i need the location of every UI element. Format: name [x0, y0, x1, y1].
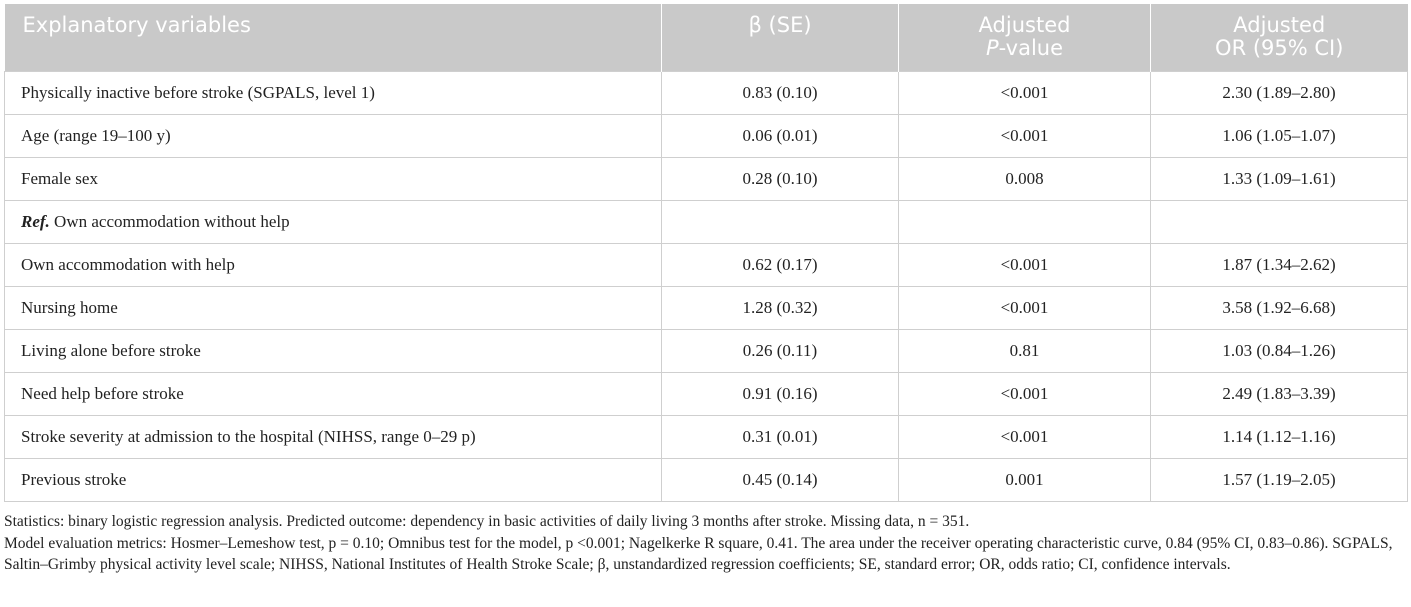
- cell-p-value: 0.001: [899, 458, 1151, 501]
- header-p-italic: P: [985, 36, 999, 60]
- header-adjusted-p-value: [899, 4, 1151, 71]
- cell-variable: Stroke severity at admission to the hospital (NIHSS, range 0–29 p): [5, 415, 662, 458]
- cell-beta: 0.83 (0.10): [662, 71, 899, 114]
- cell-odds-ratio: 1.87 (1.34–2.62): [1151, 243, 1408, 286]
- cell-odds-ratio: 1.03 (0.84–1.26): [1151, 329, 1408, 372]
- cell-odds-ratio: 3.58 (1.92–6.68): [1151, 286, 1408, 329]
- cell-beta: 0.45 (0.14): [662, 458, 899, 501]
- cell-odds-ratio: 1.14 (1.12–1.16): [1151, 415, 1408, 458]
- header-row: [5, 4, 1408, 71]
- cell-beta: [662, 200, 899, 243]
- cell-beta: 0.06 (0.01): [662, 114, 899, 157]
- cell-beta: 0.91 (0.16): [662, 372, 899, 415]
- cell-odds-ratio: 1.57 (1.19–2.05): [1151, 458, 1408, 501]
- header-p-rest: -value: [998, 36, 1064, 60]
- table-row: [5, 71, 1408, 114]
- cell-variable: Own accommodation with help: [5, 243, 662, 286]
- header-adjusted-or: [1151, 4, 1408, 71]
- cell-p-value: <0.001: [899, 286, 1151, 329]
- footnote-metrics: Model evaluation metrics: Hosmer–Lemeshow test, p = 0.10; Omnibus test for the model, p <0.001; Nagelkerke R square, 0.41. The area under the receiver operating characteristic curve, 0.84 (95% CI, 0.83–0.86). SGPALS, Saltin–Grimby physical activity level scale; NIHSS, National Institutes of Health Stroke Scale; β, unstandardized regression coefficients; SE, standard error; OR, odds ratio; CI, confidence intervals.: [4, 534, 1393, 573]
- cell-p-value: <0.001: [899, 114, 1151, 157]
- cell-p-value: [899, 200, 1151, 243]
- table-row: [5, 157, 1408, 200]
- cell-variable: Female sex: [5, 157, 662, 200]
- table-container: [4, 4, 1407, 502]
- table-row: [5, 114, 1408, 157]
- cell-variable: Nursing home: [5, 286, 662, 329]
- cell-beta: 0.26 (0.11): [662, 329, 899, 372]
- header-explanatory-variables: Explanatory variables: [5, 4, 662, 71]
- cell-beta: 0.28 (0.10): [662, 157, 899, 200]
- cell-variable: Living alone before stroke: [5, 329, 662, 372]
- table-row-reference: [5, 200, 1408, 243]
- table-row: [5, 329, 1408, 372]
- cell-variable: Need help before stroke: [5, 372, 662, 415]
- cell-variable-reference: [5, 200, 662, 243]
- cell-p-value: <0.001: [899, 372, 1151, 415]
- header-or-line2: OR (95% CI): [1215, 36, 1344, 60]
- cell-odds-ratio: 2.49 (1.83–3.39): [1151, 372, 1408, 415]
- cell-beta: 0.62 (0.17): [662, 243, 899, 286]
- regression-table: [4, 4, 1408, 502]
- ref-prefix: Ref.: [21, 211, 50, 231]
- cell-p-value: 0.81: [899, 329, 1151, 372]
- cell-odds-ratio: 2.30 (1.89–2.80): [1151, 71, 1408, 114]
- cell-odds-ratio: 1.33 (1.09–1.61): [1151, 157, 1408, 200]
- header-beta-se: β (SE): [662, 4, 899, 71]
- ref-variable: Own accommodation without help: [54, 211, 290, 231]
- cell-p-value: <0.001: [899, 415, 1151, 458]
- cell-odds-ratio: [1151, 200, 1408, 243]
- cell-variable: Physically inactive before stroke (SGPALS, level 1): [5, 71, 662, 114]
- table-row: [5, 286, 1408, 329]
- cell-variable: Age (range 19–100 y): [5, 114, 662, 157]
- cell-variable: Previous stroke: [5, 458, 662, 501]
- cell-p-value: <0.001: [899, 71, 1151, 114]
- table-row: [5, 372, 1408, 415]
- cell-odds-ratio: 1.06 (1.05–1.07): [1151, 114, 1408, 157]
- cell-p-value: 0.008: [899, 157, 1151, 200]
- table-footnotes: [4, 511, 1404, 576]
- footnote-statistics: Statistics: binary logistic regression analysis. Predicted outcome: dependency in basic activities of daily living 3 months after stroke. Missing data, n = 351.: [4, 513, 970, 530]
- table-row: [5, 415, 1408, 458]
- cell-p-value: <0.001: [899, 243, 1151, 286]
- header-p-line1: Adjusted: [978, 13, 1071, 37]
- header-or-line1: Adjusted: [1233, 13, 1326, 37]
- table-row: [5, 458, 1408, 501]
- table-row: [5, 243, 1408, 286]
- cell-beta: 1.28 (0.32): [662, 286, 899, 329]
- cell-beta: 0.31 (0.01): [662, 415, 899, 458]
